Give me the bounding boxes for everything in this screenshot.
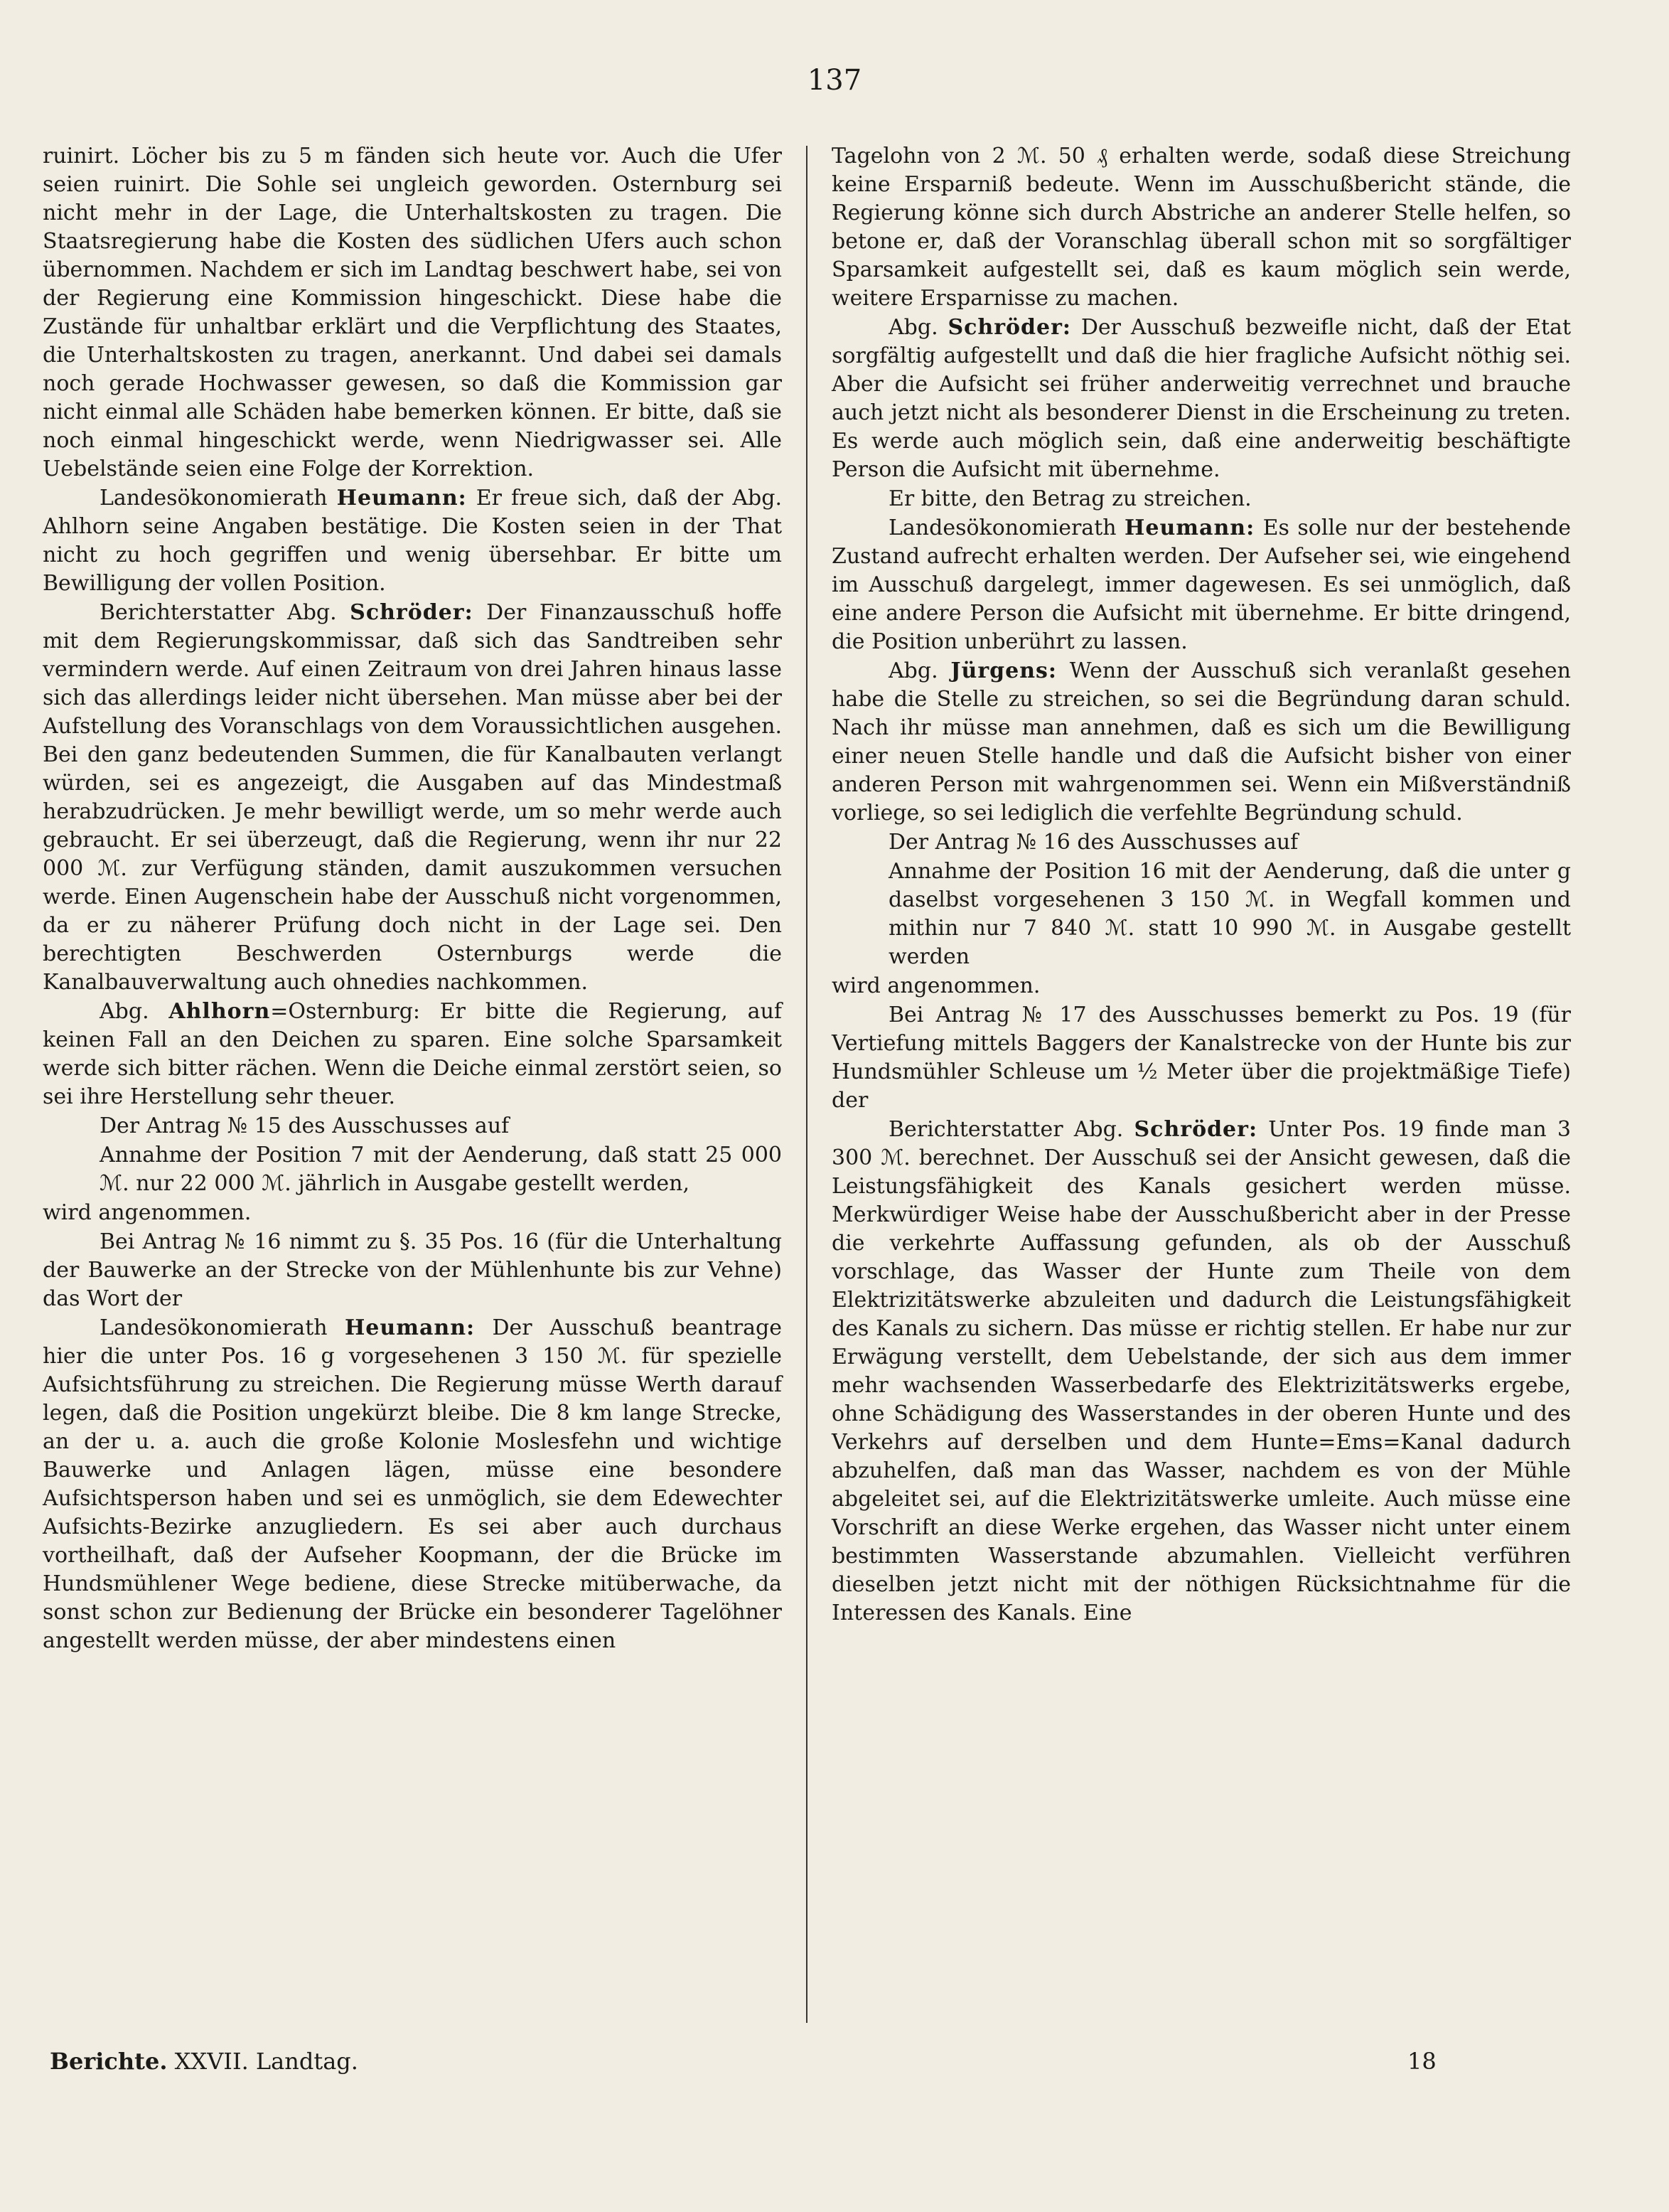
paragraph: Landesökonomierath Heumann: Es solle nur der bestehende Zustand aufrecht erhalten werden. Der Aufseher sei, wie eingehend im Ausschuß dargelegt, immer dagewesen. Es sei unmöglich, daß eine andere Person die Aufsicht mit übernehme. Er bitte dringend, die Position unberührt zu lassen. — [832, 515, 1571, 654]
column-divider — [806, 146, 807, 2023]
paragraph: Der Antrag № 15 des Ausschusses auf — [100, 1113, 510, 1138]
paragraph: ruinirt. Löcher bis zu 5 m fänden sich heute vor. Auch die Ufer seien ruinirt. Die Sohle sei ungleich geworden. Osternburg sei nicht mehr in der Lage, die Unterhaltskosten zu tragen. Die Staatsregierung habe die Kosten des südlichen Ufers auch schon übernommen. Nachdem er sich im Landtag beschwert habe, sei von der Regierung eine Kommission hingeschickt. Diese habe die Zustände für unhaltbar erklärt und die Verpflichtung des Staates, die Unterhaltskosten zu tragen, anerkannt. Und dabei sei damals noch gerade Hochwasser gewesen, so daß die Kommission gar nicht einmal alle Schäden habe bemerken können. Er bitte, daß sie noch einmal hingeschickt werde, wenn Niedrigwasser sei. Alle Uebelstände seien eine Folge der Korrektion. — [43, 144, 782, 481]
speaker-name: Schröder: — [1134, 1117, 1258, 1142]
speaker-name: Heumann: — [336, 486, 467, 511]
footer-series: Berichte. — [50, 2048, 168, 2075]
left-column — [43, 142, 782, 1656]
paragraph: Abg. Jürgens: Wenn der Ausschuß sich veranlaßt gesehen habe die Stelle zu streichen, so sei die Begründung daran schuld. Nach ihr müsse man annehmen, daß es sich um die Bewilligung einer neuen Stelle handle und daß die Aufsicht bisher von einer anderen Person mit wahrgenommen sei. Wenn ein Mißverständniß vorliege, so sei lediglich die verfehlte Begründung schuld. — [832, 658, 1571, 826]
speaker-name: Heumann: — [1125, 515, 1255, 540]
motion-text: Annahme der Position 16 mit der Aenderung, daß die unter g daselbst vorgesehenen 3 150 ℳ. in Wegfall kommen und mithin nur 7 840 ℳ. statt 10 990 ℳ. in Ausgabe gestellt werden — [889, 859, 1571, 969]
paragraph: Landesökonomierath Heumann: Er freue sich, daß der Abg. Ahlhorn seine Angaben bestätige. Die Kosten seien in der That nicht zu hoch gegriffen und wenig übersehbar. Er bitte um Bewilligung der vollen Position. — [43, 486, 783, 596]
speaker-name: Ahlhorn — [168, 999, 271, 1024]
paragraph: wird angenommen. — [832, 973, 1041, 998]
paragraph: Er bitte, den Betrag zu streichen. — [889, 486, 1252, 511]
paragraph: Der Antrag № 16 des Ausschusses auf — [889, 830, 1299, 855]
paragraph: Bei Antrag № 17 des Ausschusses bemerkt zu Pos. 19 (für Vertiefung mittels Baggers der Kanalstrecke von der Hunte bis zur Hundsmühler Schleuse um ½ Meter über die projektmäßige Tiefe) der — [832, 1003, 1572, 1113]
paragraph: Bei Antrag № 16 nimmt zu §. 35 Pos. 16 (für die Unterhaltung der Bauwerke an der Strecke von der Mühlenhunte bis zur Vehne) das Wort der — [43, 1229, 782, 1311]
footer-title — [50, 2048, 358, 2075]
footer-volume: XXVII. Landtag. — [174, 2048, 358, 2075]
motion-text: Annahme der Position 7 mit der Aenderung, daß statt 25 000 ℳ. nur 22 000 ℳ. jährlich in Ausgabe gestellt werden, — [100, 1143, 782, 1196]
footer-sheet-number: 18 — [1407, 2048, 1437, 2075]
speaker-name: Schröder: — [948, 315, 1071, 340]
page-number: 137 — [807, 64, 862, 97]
paragraph: Landesökonomierath Heumann: Der Ausschuß beantrage hier die unter Pos. 16 g vorgesehenen 3 150 ℳ. für spezielle Aufsichtsführung zu streichen. Die Regierung müsse Werth darauf legen, daß die Position ungekürzt bleibe. Die 8 km lange Strecke, an der u. a. auch die große Kolonie Moslesfehn und wichtige Bauwerke und Anlagen lägen, müsse eine besondere Aufsichtsperson haben und sei es unmöglich, sie dem Edewechter Aufsichts-Bezirke anzugliedern. Es sei aber auch durchaus vortheilhaft, daß der Aufseher Koopmann, der die Brücke im Hundsmühlener Wege bediene, diese Strecke mitüberwache, da sonst schon zur Bedienung der Brücke ein besonderer Tagelöhner angestellt werden müsse, der aber mindestens einen — [43, 1315, 783, 1653]
paragraph: wird angenommen. — [43, 1200, 252, 1225]
speaker-name: Jürgens: — [950, 658, 1057, 683]
right-column — [832, 142, 1571, 1628]
speaker-name: Schröder: — [350, 600, 473, 625]
speaker-name: Heumann: — [344, 1315, 476, 1340]
paragraph: Abg. Schröder: Der Ausschuß bezweifle nicht, daß der Etat sorgfältig aufgestellt und daß die hier fragliche Aufsicht nöthig sei. Aber die Aufsicht sei früher anderweitig verrechnet und brauche auch jetzt nicht als besonderer Dienst in die Erscheinung zu treten. Es werde auch möglich sein, daß eine anderweitig beschäftigte Person die Aufsicht mit übernehme. — [832, 315, 1571, 482]
paragraph: Berichterstatter Abg. Schröder: Der Finanzausschuß hoffe mit dem Regierungskommissar, daß sich das Sandtreiben sehr vermindern werde. Auf einen Zeitraum von drei Jahren hinaus lasse sich das allerdings leider nicht übersehen. Man müsse aber bei der Aufstellung des Voranschlags von dem Voraussichtlichen ausgehen. Bei den ganz bedeutenden Summen, die für Kanalbauten verlangt würden, sei es angezeigt, die Ausgaben auf das Mindestmaß herabzudrücken. Je mehr bewilligt werde, um so mehr werde auch gebraucht. Er sei überzeugt, daß die Regierung, wenn ihr nur 22 000 ℳ. zur Verfügung ständen, damit auszukommen versuchen werde. Einen Augenschein habe der Ausschuß nicht vorgenommen, da er zu näherer Prüfung doch nicht in der Lage sei. Den berechtigten Beschwerden Osternburgs werde die Kanalbauverwaltung auch ohnedies nachkommen. — [43, 600, 783, 995]
paragraph: Tagelohn von 2 ℳ. 50 ₰ erhalten werde, sodaß diese Streichung keine Ersparniß bedeute. Wenn im Ausschußbericht stände, die Regierung könne sich durch Abstriche an anderer Stelle helfen, so betone er, daß der Voranschlag überall schon mit so sorgfältiger Sparsamkeit aufgestellt sei, daß es kaum möglich sein werde, weitere Ersparnisse zu machen. — [832, 144, 1571, 311]
paragraph: Abg. Ahlhorn=Osternburg: Er bitte die Regierung, auf keinen Fall an den Deichen zu sparen. Eine solche Sparsamkeit werde sich bitter rächen. Wenn die Deiche einmal zerstört seien, so sei ihre Herstellung sehr theuer. — [43, 999, 782, 1109]
paragraph: Berichterstatter Abg. Schröder: Unter Pos. 19 finde man 3 300 ℳ. berechnet. Der Ausschuß sei der Ansicht gewesen, daß die Leistungsfähigkeit des Kanals gesichert werden müsse. Merkwürdiger Weise habe der Ausschußbericht aber in der Presse die verkehrte Auffassung gefunden, als ob der Ausschuß vorschlage, das Wasser der Hunte zum Theile von dem Elektrizitätswerke abzuleiten und dadurch die Leistungsfähigkeit des Kanals zu sichern. Das müsse er richtig stellen. Er habe nur zur Erwägung verstellt, dem Uebelstande, der sich aus dem immer mehr wachsenden Wasserbedarfe des Elektrizitätswerks ergebe, ohne Schädigung des Wasserstandes in der oberen Hunte und des Verkehrs auf derselben und dem Hunte=Ems=Kanal dadurch abzuhelfen, daß man das Wasser, nachdem es von der Mühle abgeleitet sei, auf die Elektrizitätswerke umleite. Auch müsse eine Vorschrift an diese Werke ergehen, das Wasser nicht unter einem bestimmten Wasserstande abzumahlen. Vielleicht verführen dieselben jetzt nicht mit der nöthigen Rücksichtnahme für die Interessen des Kanals. Eine — [832, 1117, 1572, 1625]
